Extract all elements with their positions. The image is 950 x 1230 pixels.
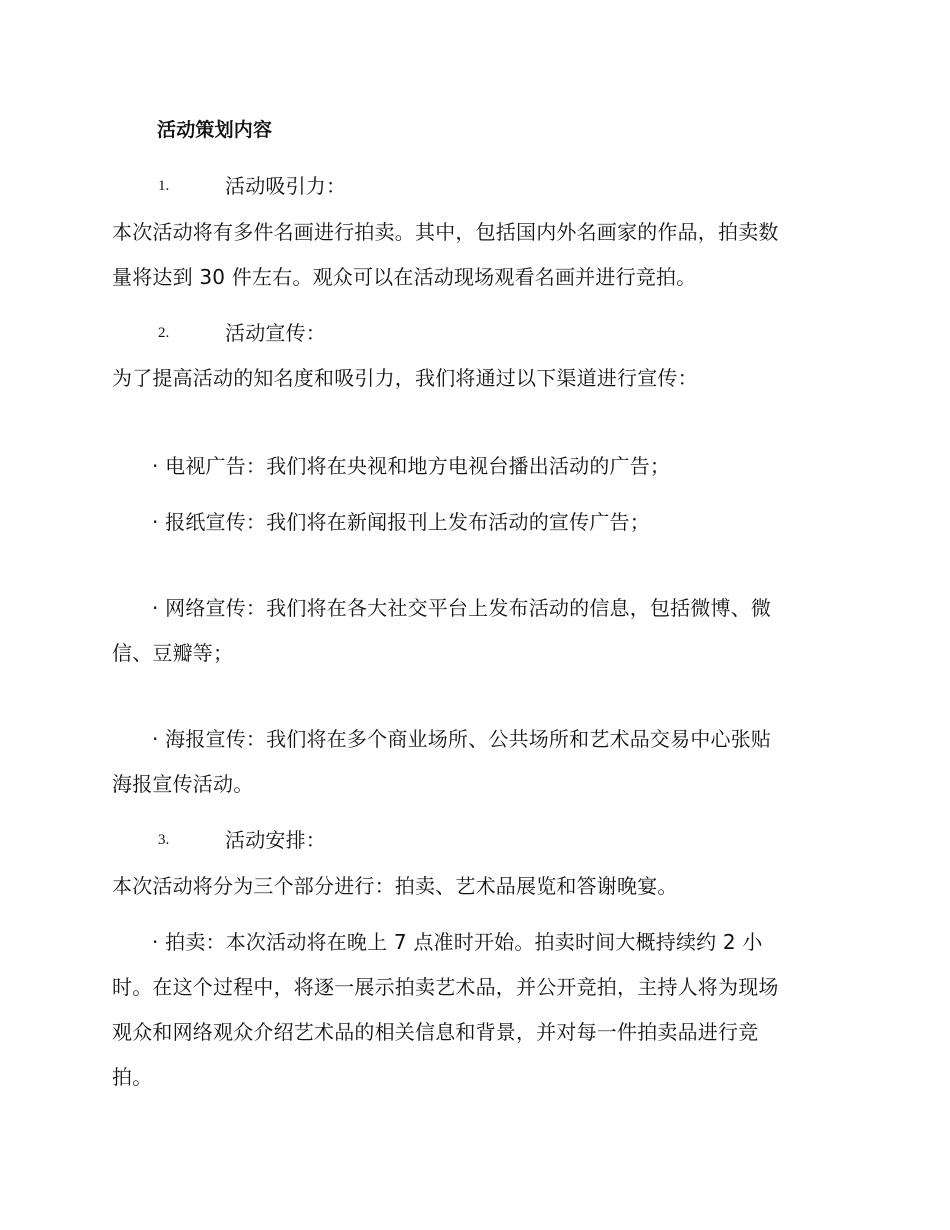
section-3-paragraph-line-1: 本次活动将分为三个部分进行：拍卖、艺术品展览和答谢晚宴。 bbox=[112, 874, 678, 898]
bullet-poster-line-1: · 海报宣传：我们将在多个商业场所、公共场所和艺术品交易中心张贴 bbox=[152, 727, 772, 751]
section-2-heading: 活动宣传： bbox=[225, 321, 326, 345]
section-3-number: 3. bbox=[158, 832, 170, 848]
section-1-paragraph-line-1: 本次活动将有多件名画进行拍卖。其中，包括国内外名画家的作品，拍卖数 bbox=[112, 220, 779, 244]
document-title: 活动策划内容 bbox=[157, 119, 273, 141]
bullet-auction-line-4: 拍。 bbox=[112, 1065, 153, 1089]
bullet-auction-line-3: 观众和网络观众介绍艺术品的相关信息和背景，并对每一件拍卖品进行竞 bbox=[112, 1020, 759, 1044]
bullet-online-line-1: · 网络宣传：我们将在各大社交平台上发布活动的信息，包括微博、微 bbox=[152, 596, 772, 620]
section-2-number: 2. bbox=[158, 325, 170, 341]
section-1-paragraph-line-2: 量将达到 30 件左右。观众可以在活动现场观看名画并进行竞拍。 bbox=[112, 265, 697, 289]
section-2-paragraph-line-1: 为了提高活动的知名度和吸引力，我们将通过以下渠道进行宣传： bbox=[112, 366, 698, 390]
section-1-number: 1. bbox=[158, 178, 170, 194]
bullet-poster-line-2: 海报宣传活动。 bbox=[112, 772, 254, 796]
bullet-online-line-2: 信、豆瓣等； bbox=[112, 641, 234, 665]
bullet-auction-line-2: 时。在这个过程中，将逐一展示拍卖艺术品，并公开竞拍，主持人将为现场 bbox=[112, 975, 779, 999]
bullet-newspaper: · 报纸宣传：我们将在新闻报刊上发布活动的宣传广告； bbox=[152, 510, 650, 534]
section-3-heading: 活动安排： bbox=[225, 828, 326, 852]
bullet-tv-ad: · 电视广告：我们将在央视和地方电视台播出活动的广告； bbox=[152, 454, 671, 478]
bullet-auction-line-1: · 拍卖：本次活动将在晚上 7 点准时开始。拍卖时间大概持续约 2 小 bbox=[152, 930, 763, 954]
section-1-heading: 活动吸引力： bbox=[225, 174, 347, 198]
